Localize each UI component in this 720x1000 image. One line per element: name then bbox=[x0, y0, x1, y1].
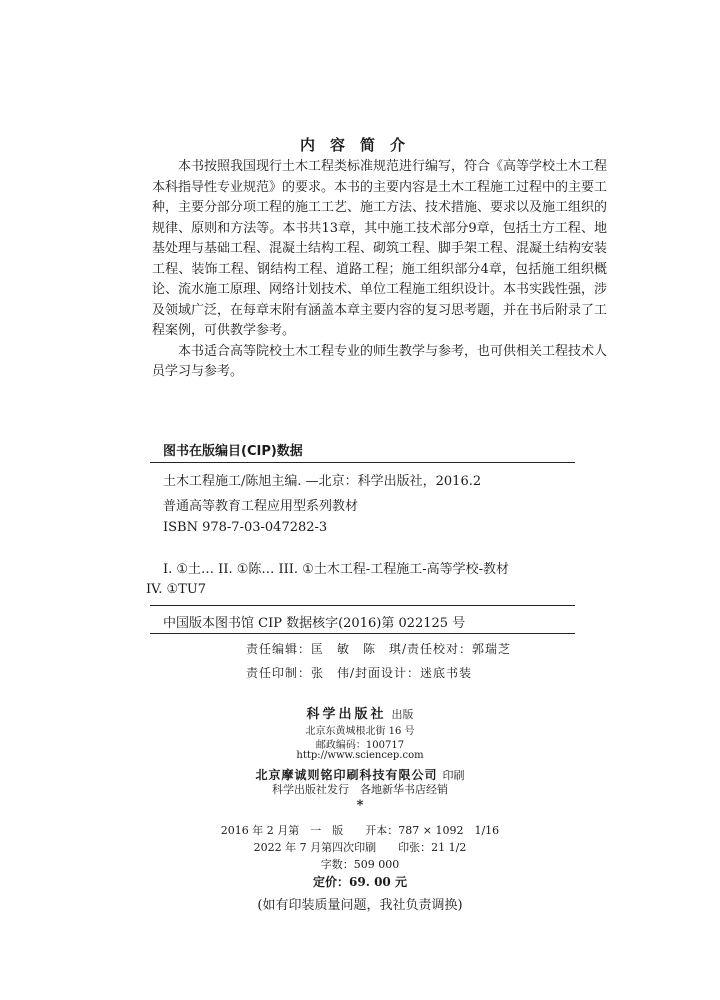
staff-editors: 责任编辑：匡 敏 陈 琪/责任校对：郭瑞芝 bbox=[246, 642, 512, 656]
intro-paragraph: 本书按照我国现行土木工程类标准规范进行编写，符合《高等学校土木工程本科指导性专业规范》的要求。本书的主要内容是土木工程施工过程中的主要工种，主要分部分项工程的施工工艺、施工方法、技术措施、要求以及施工组织的规律、原则和方法等。本书共13章，其中施工技术部分9章，包括土方工程、地基处理与基础工程、混凝土结构工程、砌筑工程、脚手架工程、混凝土结构安装工程、装饰工程、钢结构工程、道路工程；施工组织部分4章，包括施工组织概论、流水施工原理、网络计划技术、单位工程施工组织设计。本书实践性强，涉及领域广泛，在每章末附有涵盖本章主要内容的复习思考题，并在书后附录了工程案例，可供教学参考。 bbox=[152, 159, 608, 338]
cip-data-number: 中国版本图书馆 CIP 数据核字(2016)第 022125 号 bbox=[163, 616, 466, 631]
cip-isbn: ISBN 978-7-03-047282-3 bbox=[163, 520, 328, 535]
publisher-line bbox=[0, 703, 720, 722]
intro-body bbox=[152, 157, 607, 383]
cip-classification-cont: IV. ①TU7 bbox=[146, 582, 207, 597]
intro-paragraph: 本书适合高等院校土木工程专业的师生教学与参考，也可供相关工程技术人员学习与参考。 bbox=[152, 343, 608, 379]
distribution-line: 科学出版社发行 各地新华书店经销 bbox=[272, 783, 448, 796]
cip-top-rule bbox=[150, 462, 575, 463]
intro-title: 内容简介 bbox=[299, 136, 420, 154]
publisher-name: 科学出版社 bbox=[306, 707, 387, 722]
edition-line: 2016 年 2 月第 一 版 开本：787 × 1092 1/16 bbox=[220, 824, 500, 837]
printer-suffix: 印刷 bbox=[442, 769, 465, 782]
cip-heading: 图书在版编目(CIP)数据 bbox=[163, 444, 303, 459]
cip-title-line: 土木工程施工/陈旭主编. —北京：科学出版社，2016.2 bbox=[163, 474, 482, 489]
word-count: 字数：509 000 bbox=[320, 858, 400, 871]
publisher-address: 北京东黄城根北街 16 号 bbox=[305, 726, 415, 737]
quality-notice: (如有印装质量问题，我社负责调换) bbox=[257, 898, 463, 913]
publisher-suffix: 出版 bbox=[391, 708, 414, 721]
publisher-postcode: 邮政编码：100717 bbox=[315, 740, 405, 751]
printing-line: 2022 年 7 月第四次印刷 印张：21 1/2 bbox=[253, 841, 467, 854]
printer-name: 北京摩诚则铭印刷科技有限公司 bbox=[255, 768, 438, 782]
staff-production: 责任印制：张 伟/封面设计：迷底书装 bbox=[246, 666, 473, 680]
cip-classification: I. ①土… II. ①陈… III. ①土木工程-工程施工-高等学校-教材 bbox=[163, 562, 510, 577]
cip-bottom-rule bbox=[150, 633, 575, 634]
cip-series-line: 普通高等教育工程应用型系列教材 bbox=[163, 499, 359, 514]
cip-mid-rule bbox=[150, 605, 575, 606]
price: 定价：69. 00 元 bbox=[313, 875, 407, 889]
separator-star: * bbox=[356, 798, 364, 813]
publisher-url: http://www.sciencep.com bbox=[296, 750, 424, 761]
